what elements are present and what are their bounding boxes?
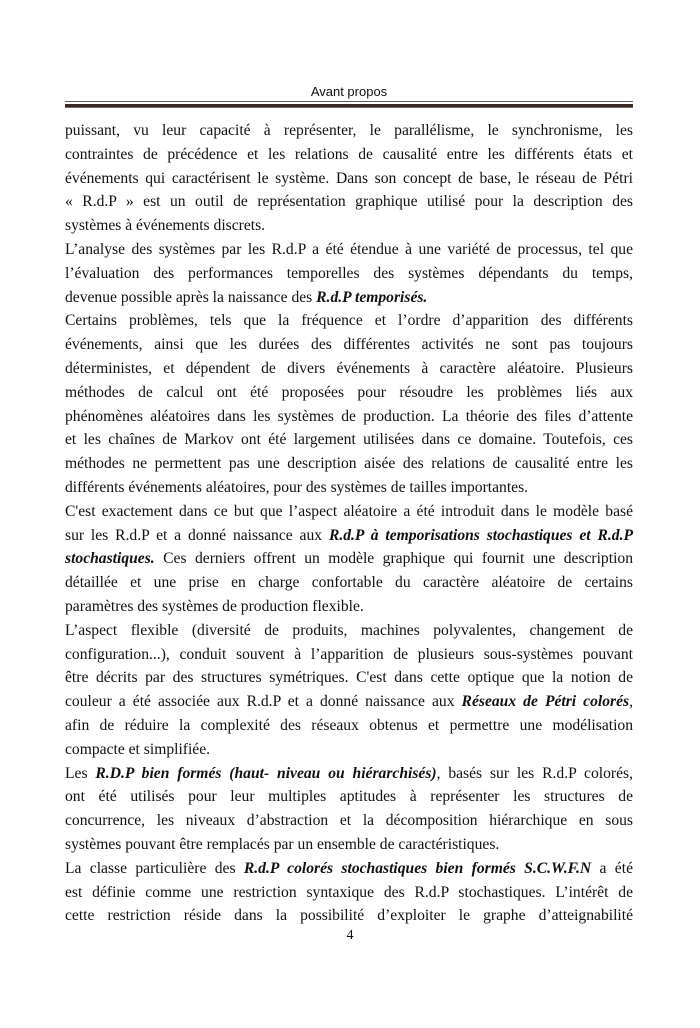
text-line (65, 190, 633, 214)
text-line (65, 904, 633, 928)
text-line (65, 595, 633, 619)
text-run: compacte et simplifiée. (65, 740, 211, 758)
text-line (65, 333, 633, 357)
running-header: Avant propos (310, 84, 388, 99)
text-run: Certains problèmes, tels que la fréquence et l’ordre d’apparition des différents (65, 312, 633, 330)
text-run: « R.d.P » est un outil de représentation graphique utilisé pour la description des (65, 193, 633, 211)
text-run: C'est exactement dans ce but que l’aspect aléatoire a été introduit dans le modèle basé (65, 502, 633, 520)
emphasized-term: stochastiques. (65, 550, 155, 568)
text-run: ont été utilisés pour leur multiples aptitudes à représenter les structures de (65, 788, 633, 806)
header-rule-thin (65, 101, 633, 102)
text-run: événements qui caractérisent le système. Dans son concept de base, le réseau de Pétri (65, 169, 633, 187)
text-line (65, 476, 633, 500)
text-run: systèmes pouvant être remplacés par un ensemble de caractéristiques. (65, 835, 500, 853)
text-run: différents événements aléatoires, pour des systèmes de tailles importantes. (65, 478, 529, 496)
text-line (65, 738, 633, 762)
text-line (65, 666, 633, 690)
text-run: déterministes, et dépendent de divers événements à caractère aléatoire. Plusieurs (65, 359, 633, 377)
text-line (65, 714, 633, 738)
text-run: couleur a été associée aux R.d.P et a donné naissance aux (65, 693, 462, 711)
text-line (65, 619, 633, 643)
text-line (65, 405, 633, 429)
emphasized-term: Réseaux de Pétri colorés (461, 693, 630, 711)
text-run: phénomènes aléatoires dans les systèmes de production. La théorie des files d’attente (65, 407, 633, 425)
text-run: puissant, vu leur capacité à représenter, le parallélisme, le synchronisme, les (65, 122, 633, 139)
emphasized-term: R.D.P bien formés (haut- niveau ou hiérarchisés) (95, 764, 437, 782)
text-line (65, 833, 633, 857)
text-run: et les chaînes de Markov ont été largement utilisées dans ce domaine. Toutefois, ces (65, 431, 633, 449)
emphasized-term: R.d.P temporisés. (316, 288, 428, 306)
text-run: , basés sur les R.d.P colorés, (436, 764, 633, 782)
text-line (65, 881, 633, 905)
text-line (65, 643, 633, 667)
text-line (65, 524, 633, 548)
text-run: L’aspect flexible (diversité de produits, machines polyvalentes, changement de (65, 621, 633, 639)
text-line (65, 357, 633, 381)
text-run: , (629, 693, 633, 711)
text-run: devenue possible après la naissance des (65, 288, 317, 306)
header-rule (65, 104, 633, 108)
text-line (65, 857, 633, 881)
text-line (65, 143, 633, 167)
text-line (65, 690, 633, 714)
text-run: détaillée et une prise en charge confortable du caractère aléatoire de certains (65, 574, 633, 592)
text-run: paramètres des systèmes de production flexible. (65, 597, 364, 615)
text-run: cette restriction réside dans la possibilité d’exploiter le graphe d’atteignabilité (65, 907, 633, 925)
text-run: événements, ainsi que les durées des différentes activités ne sont pas toujours (65, 336, 633, 354)
text-run: méthodes ne permettent pas une description aisée des relations de causalité entre les (65, 455, 633, 473)
text-run: sur les R.d.P et a donné naissance aux (65, 526, 329, 544)
text-line (65, 262, 633, 286)
text-run: afin de réduire la complexité des réseaux obtenus et permettre une modélisation (65, 716, 633, 734)
text-run: Les (65, 764, 96, 782)
text-run: contraintes de précédence et les relations de causalité entre les différents états et (65, 145, 633, 163)
text-run: configuration...), conduit souvent à l’apparition de plusieurs sous-systèmes pouvant (65, 645, 633, 663)
text-line (65, 547, 633, 571)
text-line (65, 286, 633, 310)
text-line (65, 452, 633, 476)
text-run: concurrence, les niveaux d’abstraction et la décomposition hiérarchique en sous (65, 812, 633, 830)
body-text (65, 119, 633, 928)
text-run: L’analyse des systèmes par les R.d.P a été étendue à une variété de processus, tel que (65, 240, 633, 258)
text-run: systèmes à événements discrets. (65, 217, 266, 235)
page-number: 4 (346, 928, 354, 943)
text-line (65, 428, 633, 452)
text-line (65, 762, 633, 786)
text-line (65, 809, 633, 833)
emphasized-term: R.d.P colorés stochastiques bien formés S.C.W.F.N (243, 859, 592, 877)
text-run: La classe particulière des (65, 859, 244, 877)
text-line (65, 309, 633, 333)
text-line (65, 238, 633, 262)
text-line (65, 214, 633, 238)
text-line (65, 381, 633, 405)
text-line (65, 785, 633, 809)
text-line (65, 500, 633, 524)
text-run: a été (591, 859, 633, 877)
text-line (65, 571, 633, 595)
text-line (65, 167, 633, 191)
text-run: l’évaluation des performances temporelles des systèmes dépendants du temps, (65, 264, 633, 282)
text-run: méthodes de calcul ont été proposées pour résoudre les problèmes liés aux (65, 383, 633, 401)
text-run: est définie comme une restriction syntaxique des R.d.P stochastiques. L’intérêt de (65, 883, 633, 901)
emphasized-term: R.d.P à temporisations stochastiques et R.d.P (328, 526, 633, 544)
text-run: Ces derniers offrent un modèle graphique qui fournit une description (154, 550, 633, 568)
text-run: être décrits par des structures symétriques. C'est dans cette optique que la notion de (65, 669, 633, 687)
text-line (65, 119, 633, 143)
